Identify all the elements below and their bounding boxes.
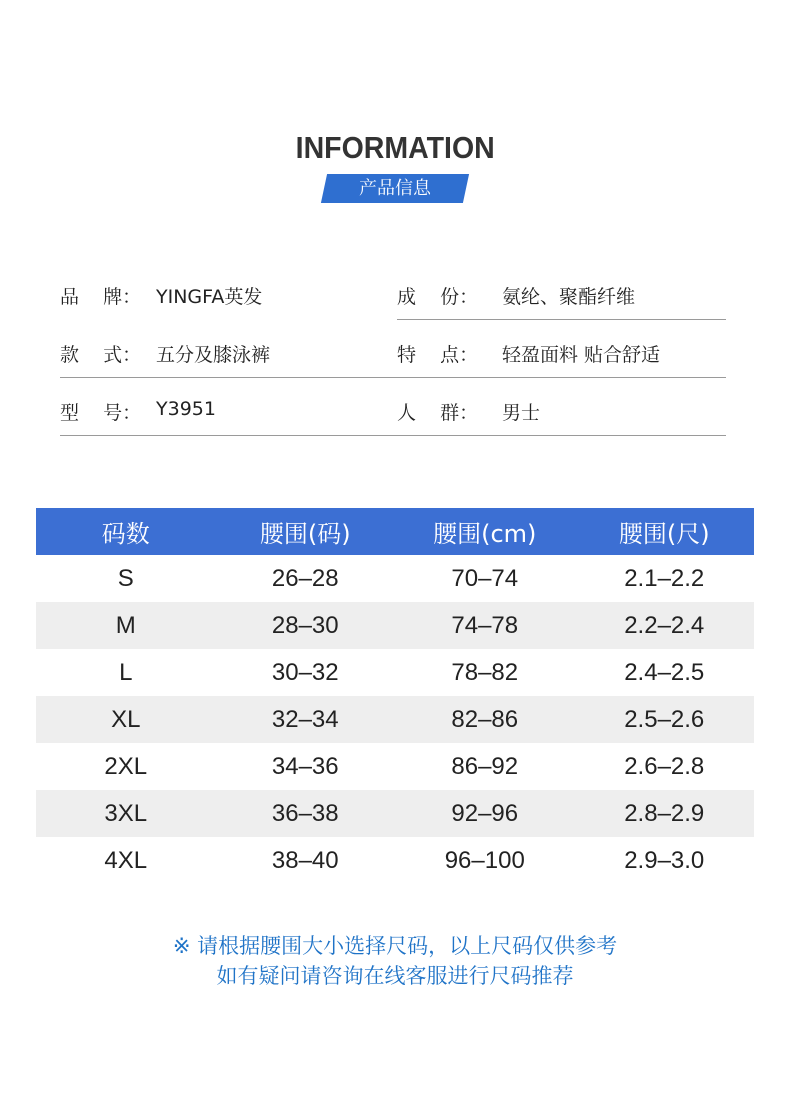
- table-row: [36, 837, 754, 884]
- size-table: [36, 508, 754, 884]
- size-table-header: [36, 508, 754, 555]
- table-cell: 30–32: [271, 658, 339, 686]
- product-info: [60, 262, 726, 436]
- info-row: [60, 320, 726, 378]
- table-cell: L: [119, 658, 133, 686]
- info-value-brand: YINGFA英发: [156, 286, 263, 308]
- table-cell: M: [36, 602, 216, 649]
- table-cell: 38–40: [271, 846, 339, 874]
- info-value-audience: 男士: [502, 402, 541, 424]
- table-cell: 2.9–3.0: [624, 846, 705, 874]
- size-note-line-2: 如有疑问请咨询在线客服进行尺码推荐: [216, 964, 574, 988]
- table-cell: 92–96: [395, 790, 575, 837]
- page-title: INFORMATION: [295, 130, 495, 165]
- info-value-style: 五分及膝泳裤: [156, 344, 271, 366]
- table-row: [36, 696, 754, 743]
- table-cell: 2.8–2.9: [575, 790, 755, 837]
- info-row: [60, 378, 726, 436]
- info-label-feature: 特 点：: [397, 344, 479, 366]
- info-value-material: 氨纶、聚酯纤维: [502, 286, 636, 308]
- info-value-model: Y3951: [156, 398, 216, 420]
- table-row: [36, 743, 754, 790]
- table-cell: 26–28: [271, 564, 339, 592]
- column-header-size: 码数: [36, 508, 216, 555]
- column-header-waist-cm: 腰围(cm): [395, 508, 575, 555]
- table-cell: S: [117, 564, 134, 592]
- table-cell: 3XL: [36, 790, 216, 837]
- table-row: [36, 790, 754, 837]
- table-cell: 82–86: [395, 696, 575, 743]
- table-cell: 36–38: [216, 790, 396, 837]
- size-note-line-1: ※ 请根据腰围大小选择尺码，以上尺码仅供参考: [172, 934, 618, 958]
- size-note: [0, 931, 790, 991]
- table-cell: 70–74: [451, 564, 519, 592]
- header: [0, 128, 790, 168]
- info-label-style: 款 式：: [60, 344, 142, 366]
- table-cell: 78–82: [451, 658, 519, 686]
- table-row: [36, 602, 754, 649]
- table-cell: 2.4–2.5: [624, 658, 705, 686]
- info-row: [60, 262, 726, 320]
- table-cell: 2XL: [104, 752, 148, 780]
- column-header-waist-chi: 腰围(尺): [575, 508, 755, 555]
- subtitle-banner: [324, 174, 466, 203]
- table-cell: 74–78: [395, 602, 575, 649]
- table-cell: 2.6–2.8: [624, 752, 705, 780]
- table-cell: 2.1–2.2: [624, 564, 705, 592]
- table-cell: 86–92: [451, 752, 519, 780]
- subtitle: 产品信息: [359, 178, 431, 199]
- table-row: [36, 649, 754, 696]
- table-row: [36, 555, 754, 602]
- info-label-model: 型 号：: [60, 402, 142, 424]
- table-cell: 34–36: [271, 752, 339, 780]
- info-label-brand: 品 牌：: [60, 286, 142, 308]
- info-label-material: 成 份：: [397, 286, 479, 308]
- info-divider: [60, 435, 726, 436]
- column-header-waist-code: 腰围(码): [216, 508, 396, 555]
- info-value-feature: 轻盈面料 贴合舒适: [502, 344, 661, 366]
- table-cell: 28–30: [216, 602, 396, 649]
- table-cell: 32–34: [216, 696, 396, 743]
- table-cell: XL: [36, 696, 216, 743]
- table-cell: 2.5–2.6: [575, 696, 755, 743]
- info-label-audience: 人 群：: [397, 402, 479, 424]
- table-cell: 4XL: [104, 846, 148, 874]
- table-cell: 2.2–2.4: [575, 602, 755, 649]
- table-cell: 96–100: [444, 846, 525, 874]
